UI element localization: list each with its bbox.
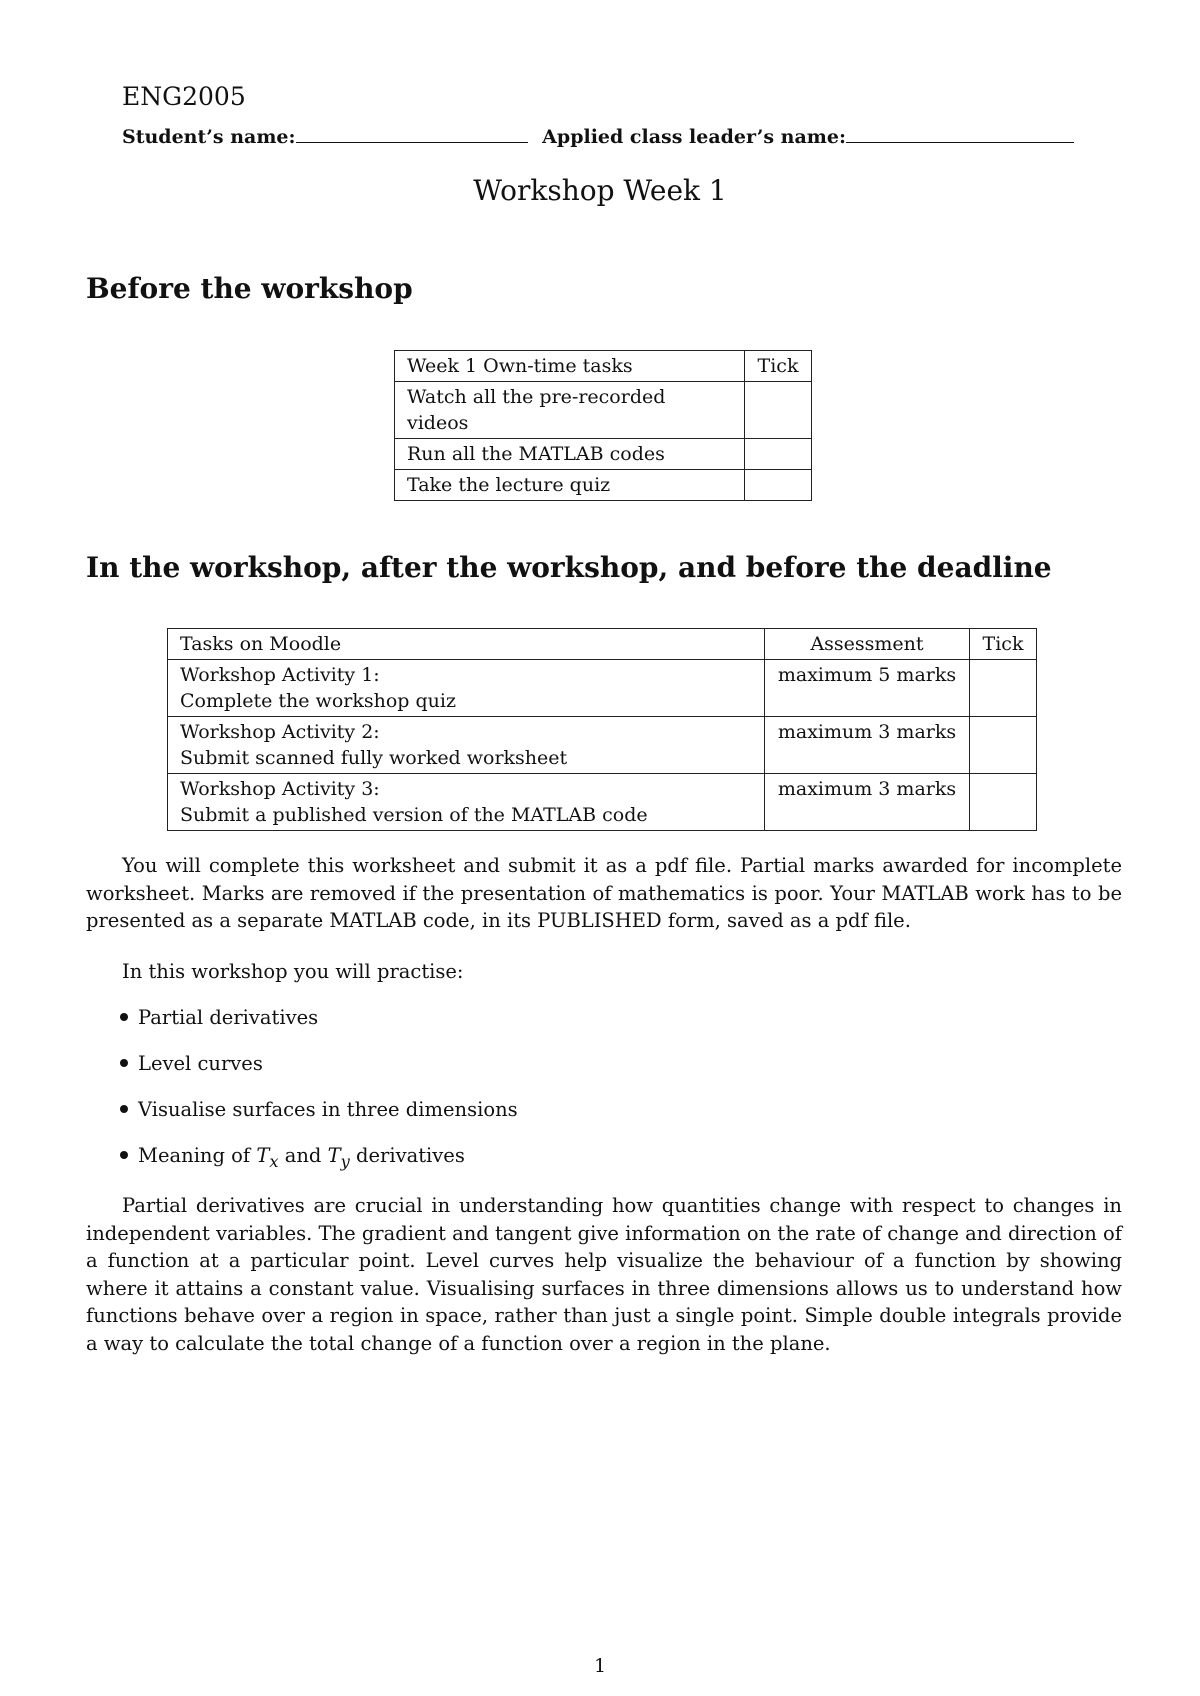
instructions-paragraph: You will complete this worksheet and submit it as a pdf file. Partial marks awarded for incomplete worksheet. Marks are removed if the presentation of mathematics is poor. Your MATLAB work has to be presented as a separate MATLAB code, in its PUBLISHED form, saved as a pdf file. bbox=[86, 854, 1122, 932]
list-item bbox=[120, 1098, 518, 1121]
activity-title: Workshop Activity 3: bbox=[180, 778, 380, 800]
activity-description: Complete the workshop quiz bbox=[180, 690, 456, 712]
list-item-text: Meaning of $T_x$ and $T_y$ derivatives bbox=[138, 1144, 465, 1171]
activity-cell bbox=[168, 717, 765, 774]
table-row bbox=[395, 470, 812, 501]
page-title: Workshop Week 1 bbox=[473, 174, 727, 207]
table-header-row bbox=[168, 629, 1037, 660]
activity-cell bbox=[168, 774, 765, 831]
bullet-icon bbox=[120, 1059, 128, 1067]
section-heading-before: Before the workshop bbox=[86, 272, 413, 305]
list-item bbox=[120, 1006, 318, 1029]
task-cell: Run all the MATLAB codes bbox=[395, 439, 745, 470]
leader-name-line[interactable] bbox=[846, 124, 1074, 143]
activity-title: Workshop Activity 1: bbox=[180, 664, 380, 686]
page-number: 1 bbox=[593, 1655, 607, 1677]
assessment-cell: maximum 3 marks bbox=[765, 774, 970, 831]
student-name-line[interactable] bbox=[296, 124, 528, 143]
list-item-text: Partial derivatives bbox=[138, 1006, 319, 1029]
moodle-tasks-table bbox=[167, 628, 1037, 831]
bullet-icon bbox=[120, 1105, 128, 1113]
table-row bbox=[168, 774, 1037, 831]
list-item-text: Level curves bbox=[138, 1052, 263, 1075]
own-time-tasks-table bbox=[394, 350, 812, 501]
table-row bbox=[395, 382, 812, 439]
bullet-icon bbox=[120, 1013, 128, 1021]
tick-box[interactable] bbox=[970, 774, 1037, 831]
table-header-cell: Tick bbox=[745, 351, 812, 382]
table-row bbox=[168, 717, 1037, 774]
activity-title: Workshop Activity 2: bbox=[180, 721, 380, 743]
activity-description: Submit scanned fully worked worksheet bbox=[180, 747, 568, 769]
list-item-text: Visualise surfaces in three dimensions bbox=[138, 1098, 518, 1121]
assessment-cell: maximum 3 marks bbox=[765, 717, 970, 774]
section-heading-during: In the workshop, after the workshop, and before the deadline bbox=[86, 551, 1052, 584]
table-row bbox=[395, 439, 812, 470]
table-header-cell: Tick bbox=[970, 629, 1037, 660]
practice-intro: In this workshop you will practise: bbox=[122, 960, 464, 983]
activity-description: Submit a published version of the MATLAB code bbox=[180, 804, 648, 826]
name-fields bbox=[122, 124, 1074, 148]
tick-box[interactable] bbox=[745, 382, 812, 439]
table-header-row bbox=[395, 351, 812, 382]
leader-name-label: Applied class leader’s name: bbox=[542, 126, 846, 148]
table-row bbox=[168, 660, 1037, 717]
list-item bbox=[120, 1052, 263, 1075]
list-item bbox=[120, 1144, 465, 1171]
tick-box[interactable] bbox=[745, 470, 812, 501]
course-code: ENG2005 bbox=[122, 82, 246, 111]
table-header-cell: Assessment bbox=[765, 629, 970, 660]
activity-cell bbox=[168, 660, 765, 717]
summary-paragraph: Partial derivatives are crucial in understanding how quantities change with respect to changes in independent variables. The gradient and tangent give information on the rate of change and direction of a function at a particular point. Level curves help visualize the behaviour of a function by showing where it attains a constant value. Visualising surfaces in three dimensions allows us to understand how functions behave over a region in space, rather than just a single point. Simple double integrals provide a way to calculate the total change of a function over a region in the plane. bbox=[86, 1194, 1122, 1355]
task-cell: Watch all the pre-recorded videos bbox=[395, 382, 745, 439]
assessment-cell: maximum 5 marks bbox=[765, 660, 970, 717]
tick-box[interactable] bbox=[970, 660, 1037, 717]
table-header-cell: Week 1 Own-time tasks bbox=[395, 351, 745, 382]
tick-box[interactable] bbox=[745, 439, 812, 470]
task-cell: Take the lecture quiz bbox=[395, 470, 745, 501]
bullet-icon bbox=[120, 1151, 128, 1159]
table-header-cell: Tasks on Moodle bbox=[168, 629, 765, 660]
student-name-label: Student’s name: bbox=[122, 126, 296, 148]
tick-box[interactable] bbox=[970, 717, 1037, 774]
